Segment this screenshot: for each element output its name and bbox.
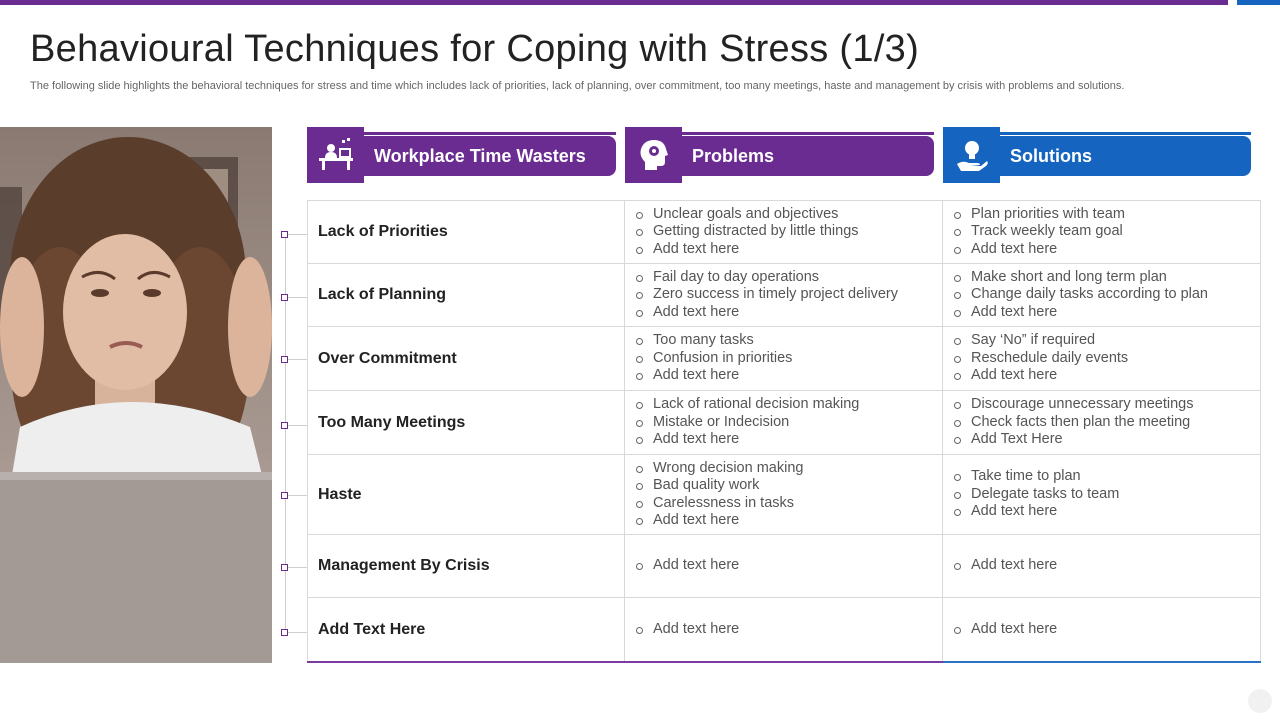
header-solutions: [943, 127, 1251, 183]
top-accent-bar-purple: [0, 0, 1228, 5]
list-item: Add text here: [953, 367, 1128, 385]
solutions-list: [943, 468, 1119, 521]
list-item: Reschedule daily events: [953, 350, 1128, 368]
header-top-line: [364, 132, 616, 135]
list-item: Add text here: [635, 241, 859, 259]
timeline-tick: [288, 234, 307, 235]
solutions-list: [943, 269, 1208, 322]
slide-corner-dot: [1248, 689, 1272, 713]
table-row: [307, 200, 1261, 264]
timeline-marker: [281, 564, 288, 571]
list-item: Add text here: [953, 557, 1057, 575]
solutions-list: [943, 557, 1057, 575]
list-item: Mistake or Indecision: [635, 414, 859, 432]
header-workplace-time-wasters: [307, 127, 616, 183]
list-item: Add text here: [953, 304, 1208, 322]
slide-title: Behavioural Techniques for Coping with Stress (1/3): [30, 28, 920, 70]
waster-label: Management By Crisis: [318, 557, 490, 574]
slide-subtitle: The following slide highlights the behavioral techniques for stress and time which includes lack of priorities, lack of planning, over commitment, too many meetings, haste and management by crisis with problems and solutions.: [30, 80, 1125, 92]
list-item: Confusion in priorities: [635, 350, 792, 368]
list-item: Getting distracted by little things: [635, 223, 859, 241]
list-item: Add Text Here: [953, 431, 1193, 449]
table-row: [307, 598, 1261, 661]
list-item: Add text here: [953, 503, 1119, 521]
list-item: Add text here: [635, 304, 898, 322]
table-row: [307, 264, 1261, 327]
waster-label: Add Text Here: [318, 620, 426, 638]
header-problems: [625, 127, 934, 183]
problems-list: [625, 206, 859, 259]
header-label: Workplace Time Wasters: [364, 136, 616, 176]
waster-label: Lack of Planning: [318, 286, 447, 303]
list-item: Add text here: [635, 557, 739, 575]
table-row: [307, 455, 1261, 535]
timeline-marker: [281, 492, 288, 499]
list-item: Discourage unnecessary meetings: [953, 396, 1193, 414]
timeline-tick: [288, 425, 307, 426]
problems-list: [625, 332, 792, 385]
timeline-tick: [288, 359, 307, 360]
list-item: Delegate tasks to team: [953, 486, 1119, 504]
list-item: Add text here: [635, 367, 792, 385]
timeline-tick: [288, 297, 307, 298]
problems-list: [625, 557, 739, 575]
top-accent-bar-blue: [1237, 0, 1280, 5]
list-item: Add text here: [953, 241, 1125, 259]
list-item: Carelessness in tasks: [635, 495, 803, 513]
list-item: Fail day to day operations: [635, 269, 898, 287]
timeline-tick: [288, 495, 307, 496]
list-item: Too many tasks: [635, 332, 792, 350]
list-item: Add text here: [635, 431, 859, 449]
timeline-tick: [288, 632, 307, 633]
header-top-line: [682, 132, 934, 135]
waster-label: Over Commitment: [318, 349, 457, 367]
timeline-marker: [281, 629, 288, 636]
table-bottom-line-blue: [943, 661, 1261, 663]
head-gear-icon: [625, 127, 682, 183]
problems-list: [625, 621, 739, 639]
header-top-line: [1000, 132, 1251, 135]
solutions-list: [943, 206, 1125, 259]
list-item: Check facts then plan the meeting: [953, 414, 1193, 432]
list-item: Track weekly team goal: [953, 223, 1125, 241]
list-item: Lack of rational decision making: [635, 396, 859, 414]
stressed-woman-photo: [0, 127, 272, 663]
header-label: Problems: [682, 136, 934, 176]
solutions-list: [943, 396, 1193, 449]
header-label: Solutions: [1000, 136, 1251, 176]
waster-label: Too Many Meetings: [318, 413, 466, 431]
timeline-tick: [288, 567, 307, 568]
list-item: Add text here: [635, 621, 739, 639]
desk-worker-icon: [307, 127, 364, 183]
waster-label: Lack of Priorities: [318, 223, 448, 240]
list-item: Plan priorities with team: [953, 206, 1125, 224]
table-bottom-line-purple: [307, 661, 943, 663]
solutions-list: [943, 621, 1057, 639]
list-item: Take time to plan: [953, 468, 1119, 486]
list-item: Unclear goals and objectives: [635, 206, 859, 224]
table-row: [307, 391, 1261, 455]
waster-label: Haste: [318, 485, 362, 503]
problems-list: [625, 460, 803, 530]
list-item: Make short and long term plan: [953, 269, 1208, 287]
list-item: Say ‘No” if required: [953, 332, 1128, 350]
list-item: Change daily tasks according to plan: [953, 286, 1208, 304]
timeline-marker: [281, 231, 288, 238]
list-item: Add text here: [953, 621, 1057, 639]
problems-list: [625, 269, 898, 322]
timeline-marker: [281, 294, 288, 301]
list-item: Wrong decision making: [635, 460, 803, 478]
list-item: Zero success in timely project delivery: [635, 286, 898, 304]
table-row: [307, 535, 1261, 598]
table-row: [307, 327, 1261, 391]
list-item: Bad quality work: [635, 477, 803, 495]
solutions-list: [943, 332, 1128, 385]
problems-list: [625, 396, 859, 449]
lightbulb-hand-icon: [943, 127, 1000, 183]
timeline-marker: [281, 422, 288, 429]
list-item: Add text here: [635, 512, 803, 530]
timeline-marker: [281, 356, 288, 363]
